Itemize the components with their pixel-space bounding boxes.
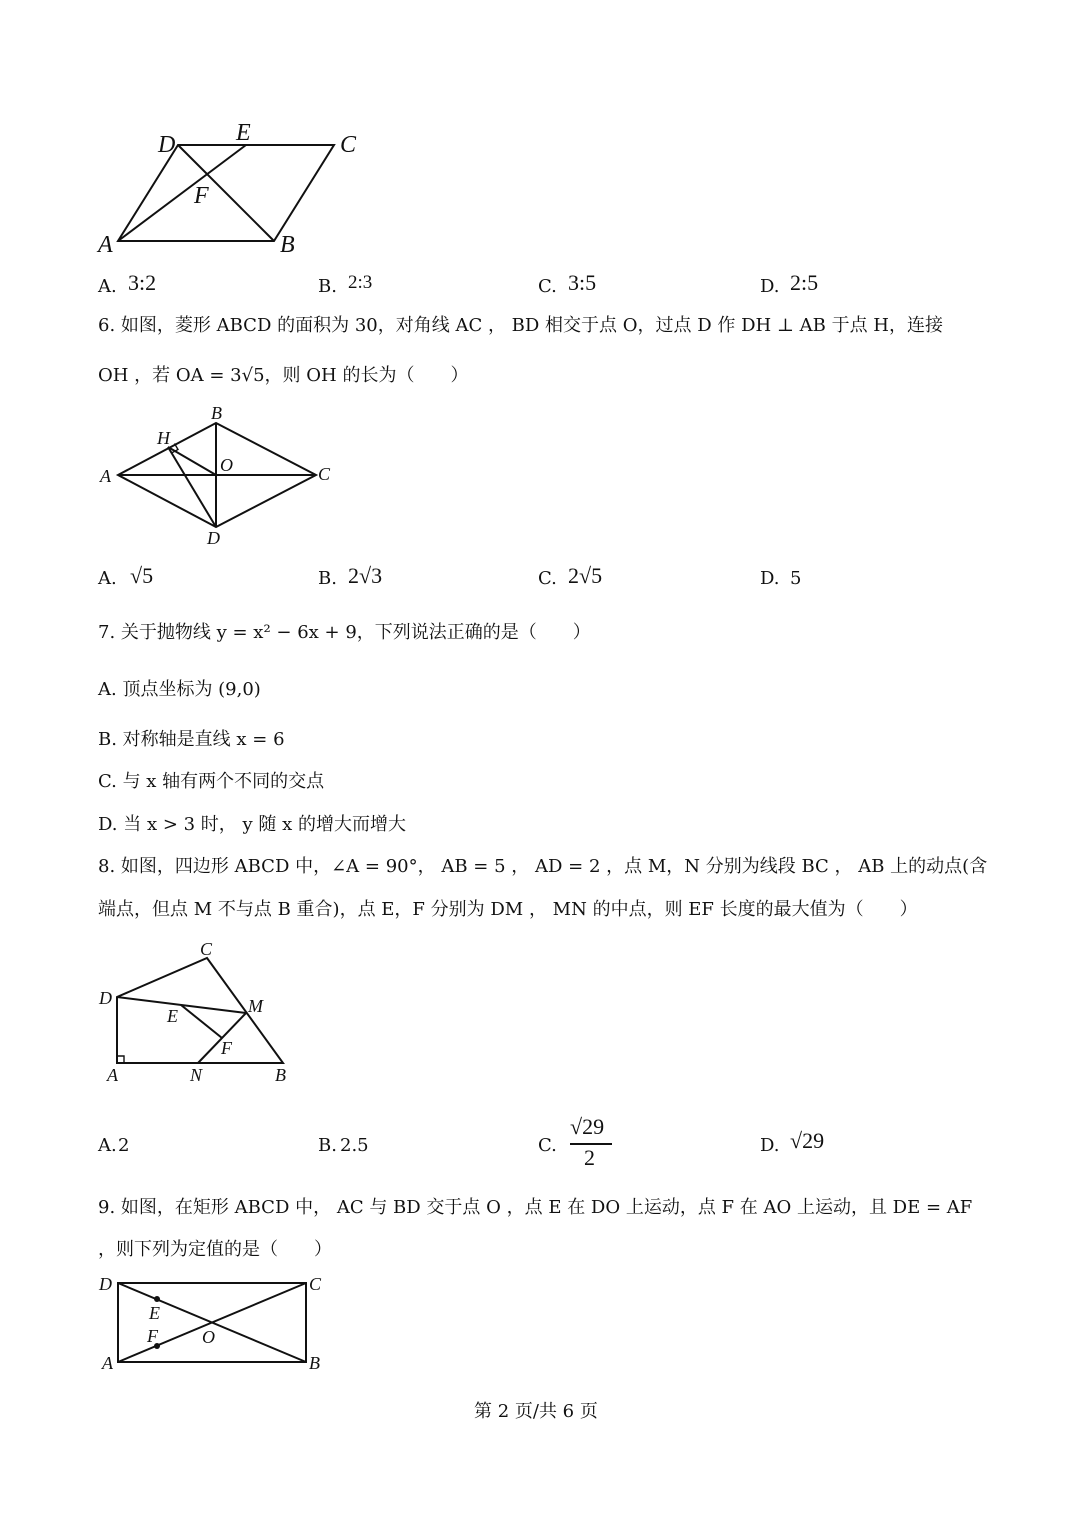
q9-figure (90, 1270, 340, 1380)
q9-label-a: A (102, 1353, 113, 1373)
q6-option-d-letter: D. (760, 568, 780, 589)
q8-label-c: C (200, 939, 213, 959)
q6-option-a-value: √5 (130, 563, 154, 588)
q9-stem-line1: 9. 如图，在矩形 ABCD 中， AC 与 BD 交于点 O ，点 E 在 DO 上运动，点 F 在 AO 上运动，且 DE = AF (98, 1197, 973, 1218)
q6-label-a: A (100, 466, 111, 486)
q8-figure (90, 935, 320, 1090)
q9-label-f: F (147, 1326, 158, 1346)
q5-option-b-letter: B. (318, 276, 337, 297)
q5-label-a: A (98, 232, 113, 258)
q8-stem-line1: 8. 如图，四边形 ABCD 中，∠A = 90°， AB = 5 ， AD = 2 ，点 M，N 分别为线段 BC ， AB 上的动点(含 (98, 856, 988, 877)
q5-figure (90, 110, 380, 270)
q9-stem-line2: ，则下列为定值的是（ ） (98, 1239, 332, 1260)
q6-option-d-value: 5 (790, 568, 802, 589)
q8-label-m: M (248, 996, 263, 1016)
q6-option-b-value: 2√3 (348, 563, 383, 588)
q6-option-c-value: 2√5 (568, 563, 603, 588)
q8-option-d-letter: D. (760, 1135, 780, 1156)
q9-label-d: D (99, 1274, 112, 1294)
q5-label-c: C (340, 132, 357, 158)
q5-label-d: D (158, 132, 176, 158)
q6-stem-line2: OH ，若 OA = 3√5，则 OH 的长为（ ） (98, 365, 469, 386)
q5-option-c-value: 3:5 (568, 270, 597, 295)
q7-option-c: C. 与 x 轴有两个不同的交点 (98, 771, 325, 792)
q8-option-b-letter: B. (318, 1135, 337, 1156)
q8-option-a-value: 2 (118, 1135, 130, 1156)
q6-label-d: D (207, 528, 220, 548)
q8-option-c-letter: C. (538, 1135, 557, 1156)
q5-option-b-value: 2:3 (348, 272, 373, 293)
q8-option-c-numerator: √29 (570, 1114, 605, 1139)
q6-option-b-letter: B. (318, 568, 337, 589)
q5-option-a-letter: A. (98, 276, 117, 297)
q6-figure (90, 398, 350, 554)
q8-label-n: N (190, 1065, 203, 1085)
q5-label-b: B (280, 232, 295, 258)
q6-label-o: O (220, 455, 233, 475)
q8-label-f: F (221, 1038, 232, 1058)
q8-label-a: A (107, 1065, 118, 1085)
q9-label-o: O (202, 1327, 215, 1347)
q9-point-e (154, 1296, 160, 1302)
q8-label-d: D (99, 988, 112, 1008)
q5-option-c-letter: C. (538, 276, 557, 297)
q6-label-c: C (318, 464, 331, 484)
q6-option-c-letter: C. (538, 568, 557, 589)
q5-option-d-value: 2:5 (790, 270, 819, 295)
q9-label-c: C (309, 1274, 322, 1294)
q8-option-b-value: 2.5 (340, 1135, 369, 1156)
q7-option-b: B. 对称轴是直线 x = 6 (98, 729, 285, 750)
q5-option-a-value: 3:2 (128, 270, 157, 295)
q6-stem-line1: 6. 如图，菱形 ABCD 的面积为 30，对角线 AC ， BD 相交于点 O，过点 D 作 DH ⊥ AB 于点 H，连接 (98, 315, 943, 336)
q7-stem: 7. 关于抛物线 y = x² − 6x + 9，下列说法正确的是（ ） (98, 622, 591, 643)
q7-option-d: D. 当 x > 3 时， y 随 x 的增大而增大 (98, 814, 407, 835)
q8-stem-line2: 端点，但点 M 不与点 B 重合)，点 E，F 分别为 DM ， MN 的中点，则 EF 长度的最大值为（ ） (98, 899, 918, 920)
q5-option-d-letter: D. (760, 276, 780, 297)
q6-label-b: B (211, 403, 222, 423)
q5-label-f: F (194, 183, 209, 209)
q8-option-d-value: √29 (790, 1128, 825, 1153)
q6-option-a-letter: A. (98, 568, 117, 589)
q8-label-e: E (167, 1006, 178, 1026)
page-footer: 第 2 页/共 6 页 (474, 1401, 598, 1422)
q9-label-b: B (309, 1353, 320, 1373)
q7-option-a: A. 顶点坐标为 (9,0) (98, 679, 261, 700)
q8-option-c-denominator: 2 (584, 1145, 595, 1170)
q9-label-e: E (149, 1303, 160, 1323)
q6-label-h: H (157, 428, 170, 448)
q8-option-a-letter: A. (98, 1135, 117, 1156)
q8-label-b: B (275, 1065, 286, 1085)
q5-label-e: E (236, 120, 251, 146)
